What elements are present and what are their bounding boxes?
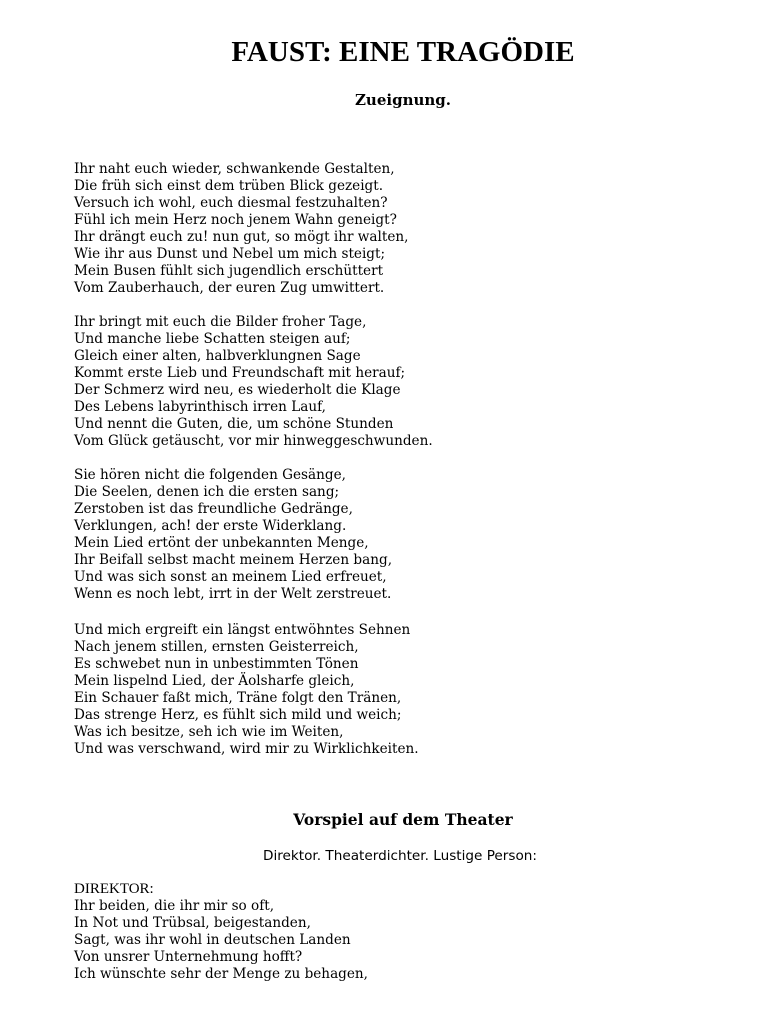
verse-line: Ich wünschte sehr der Menge zu behagen, — [74, 966, 368, 982]
verse-line: Nach jenem stillen, ernsten Geisterreich, — [74, 639, 359, 655]
verse-line: Es schwebet nun in unbestimmten Tönen — [74, 656, 359, 672]
verse-line: Verklungen, ach! der erste Widerklang. — [74, 518, 347, 534]
verse-line: Mein Busen fühlt sich jugendlich erschüttert — [74, 263, 384, 279]
verse-line: Die früh sich einst dem trüben Blick gezeigt. — [74, 178, 384, 194]
verse-line: Vom Glück getäuscht, vor mir hinweggeschwunden. — [74, 433, 433, 449]
verse-line: Und nennt die Guten, die, um schöne Stunden — [74, 416, 394, 432]
verse-line: Mein lispelnd Lied, der Äolsharfe gleich, — [74, 673, 355, 689]
verse-line: Ihr drängt euch zu! nun gut, so mögt ihr walten, — [74, 229, 409, 245]
verse-line: Die Seelen, denen ich die ersten sang; — [74, 484, 340, 500]
verse-line: Kommt erste Lieb und Freundschaft mit herauf; — [74, 365, 406, 381]
character-list: Direktor. Theaterdichter. Lustige Person: — [263, 848, 537, 864]
verse-line: In Not und Trübsal, beigestanden, — [74, 915, 311, 931]
verse-line: Sie hören nicht die folgenden Gesänge, — [74, 467, 346, 483]
stanza — [74, 622, 419, 758]
verse-line: Fühl ich mein Herz noch jenem Wahn geneigt? — [74, 212, 397, 228]
verse-line: Wenn es noch lebt, irrt in der Welt zerstreuet. — [74, 586, 392, 602]
verse-line: Des Lebens labyrinthisch irren Lauf, — [74, 399, 326, 415]
verse-line: Und was verschwand, wird mir zu Wirklichkeiten. — [74, 741, 419, 757]
verse-line: Was ich besitze, seh ich wie im Weiten, — [74, 724, 344, 740]
stanza — [74, 314, 433, 450]
dialogue-block — [74, 881, 368, 983]
document-subtitle: Zueignung. — [354, 91, 451, 109]
document-title: FAUST: EINE TRAGÖDIE — [231, 36, 575, 68]
section-title: Vorspiel auf dem Theater — [293, 810, 513, 829]
speaker-name: DIREKTOR: — [74, 881, 154, 897]
verse-line: Ihr beiden, die ihr mir so oft, — [74, 898, 275, 914]
verse-line: Ihr bringt mit euch die Bilder froher Tage, — [74, 314, 367, 330]
verse-line: Das strenge Herz, es fühlt sich mild und weich; — [74, 707, 402, 723]
verse-line: Ihr Beifall selbst macht meinem Herzen bang, — [74, 552, 393, 568]
verse-line: Vom Zauberhauch, der euren Zug umwittert. — [74, 280, 385, 296]
verse-line: Ihr naht euch wieder, schwankende Gestalten, — [74, 161, 395, 177]
verse-line: Von unsrer Unternehmung hofft? — [74, 949, 303, 965]
stanza — [74, 161, 408, 297]
verse-line: Der Schmerz wird neu, es wiederholt die Klage — [74, 382, 401, 398]
verse-line: Und was sich sonst an meinem Lied erfreuet, — [74, 569, 387, 585]
verse-line: Und manche liebe Schatten steigen auf; — [74, 331, 351, 347]
verse-line: Sagt, was ihr wohl in deutschen Landen — [74, 932, 351, 948]
verse-line: Zerstoben ist das freundliche Gedränge, — [74, 501, 353, 517]
verse-line: Gleich einer alten, halbverklungnen Sage — [74, 348, 361, 364]
verse-line: Mein Lied ertönt der unbekannten Menge, — [74, 535, 369, 551]
verse-line: Versuch ich wohl, euch diesmal festzuhalten? — [74, 195, 388, 211]
stanza — [74, 467, 392, 603]
verse-line: Wie ihr aus Dunst und Nebel um mich steigt; — [74, 246, 386, 262]
verse-line: Ein Schauer faßt mich, Träne folgt den Tränen, — [74, 690, 402, 706]
verse-line: Und mich ergreift ein längst entwöhntes Sehnen — [74, 622, 411, 638]
